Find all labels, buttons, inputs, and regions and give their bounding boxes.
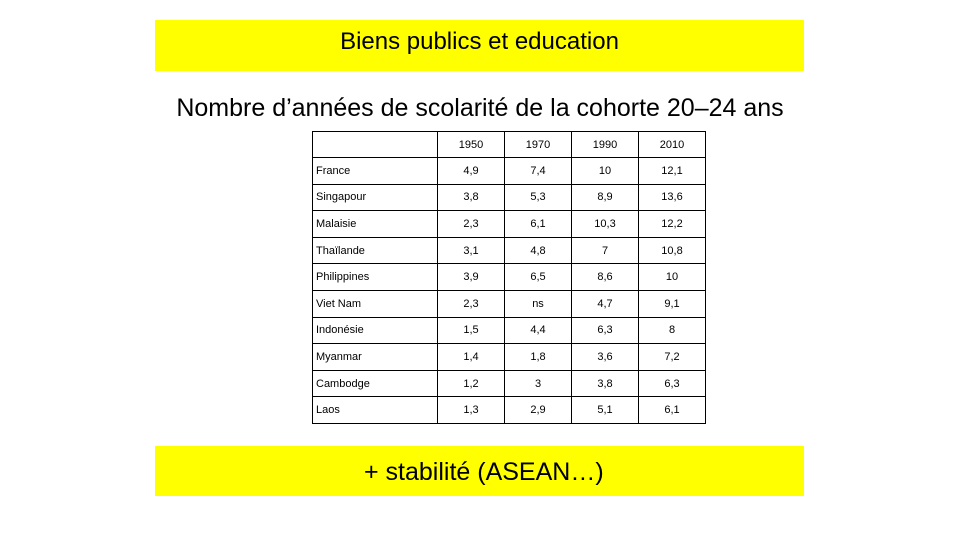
value-cell-2010: 9,1 (639, 290, 706, 317)
value-cell-1950: 2,3 (438, 211, 505, 238)
schooling-table (312, 131, 706, 424)
table-row (313, 158, 706, 185)
country-cell: Malaisie (313, 211, 438, 238)
value-cell-1970: 5,3 (505, 184, 572, 211)
country-cell: Indonésie (313, 317, 438, 344)
table-row (313, 237, 706, 264)
value-cell-1990: 8,9 (572, 184, 639, 211)
table-row (313, 344, 706, 371)
value-cell-1950: 4,9 (438, 158, 505, 185)
country-cell: Laos (313, 397, 438, 424)
value-cell-1950: 1,5 (438, 317, 505, 344)
value-cell-1990: 10 (572, 158, 639, 185)
value-cell-1970: 3 (505, 370, 572, 397)
value-cell-2010: 12,1 (639, 158, 706, 185)
value-cell-1990: 3,8 (572, 370, 639, 397)
country-cell: Myanmar (313, 344, 438, 371)
table-row (313, 290, 706, 317)
slide-title: Biens publics et education (340, 28, 619, 55)
header-cell-country (313, 132, 438, 158)
value-cell-1990: 3,6 (572, 344, 639, 371)
value-cell-1990: 5,1 (572, 397, 639, 424)
country-cell: Viet Nam (313, 290, 438, 317)
value-cell-1990: 10,3 (572, 211, 639, 238)
table-row (313, 184, 706, 211)
header-cell-1990: 1990 (572, 132, 639, 158)
value-cell-1950: 2,3 (438, 290, 505, 317)
value-cell-1970: 4,4 (505, 317, 572, 344)
value-cell-2010: 13,6 (639, 184, 706, 211)
value-cell-1990: 7 (572, 237, 639, 264)
title-banner (155, 20, 804, 71)
table-row (313, 317, 706, 344)
value-cell-2010: 6,3 (639, 370, 706, 397)
value-cell-2010: 7,2 (639, 344, 706, 371)
footer-text: + stabilité (ASEAN…) (364, 458, 604, 486)
value-cell-2010: 8 (639, 317, 706, 344)
country-cell: Thaïlande (313, 237, 438, 264)
value-cell-2010: 12,2 (639, 211, 706, 238)
value-cell-1970: ns (505, 290, 572, 317)
value-cell-1950: 1,4 (438, 344, 505, 371)
value-cell-1950: 1,2 (438, 370, 505, 397)
value-cell-1970: 6,1 (505, 211, 572, 238)
value-cell-2010: 10,8 (639, 237, 706, 264)
value-cell-1950: 1,3 (438, 397, 505, 424)
value-cell-1970: 7,4 (505, 158, 572, 185)
value-cell-1970: 1,8 (505, 344, 572, 371)
header-cell-2010: 2010 (639, 132, 706, 158)
header-cell-1950: 1950 (438, 132, 505, 158)
value-cell-2010: 10 (639, 264, 706, 291)
value-cell-1970: 6,5 (505, 264, 572, 291)
table-row (313, 264, 706, 291)
table-row (313, 211, 706, 238)
country-cell: France (313, 158, 438, 185)
country-cell: Cambodge (313, 370, 438, 397)
header-cell-1970: 1970 (505, 132, 572, 158)
value-cell-1950: 3,8 (438, 184, 505, 211)
footer-banner (155, 446, 804, 496)
table-row (313, 397, 706, 424)
value-cell-2010: 6,1 (639, 397, 706, 424)
value-cell-1990: 4,7 (572, 290, 639, 317)
value-cell-1970: 2,9 (505, 397, 572, 424)
value-cell-1990: 6,3 (572, 317, 639, 344)
table-caption: Nombre d’années de scolarité de la cohorte 20–24 ans (176, 94, 784, 122)
value-cell-1950: 3,1 (438, 237, 505, 264)
country-cell: Singapour (313, 184, 438, 211)
value-cell-1970: 4,8 (505, 237, 572, 264)
country-cell: Philippines (313, 264, 438, 291)
table-header-row (313, 132, 706, 158)
value-cell-1990: 8,6 (572, 264, 639, 291)
value-cell-1950: 3,9 (438, 264, 505, 291)
table-row (313, 370, 706, 397)
